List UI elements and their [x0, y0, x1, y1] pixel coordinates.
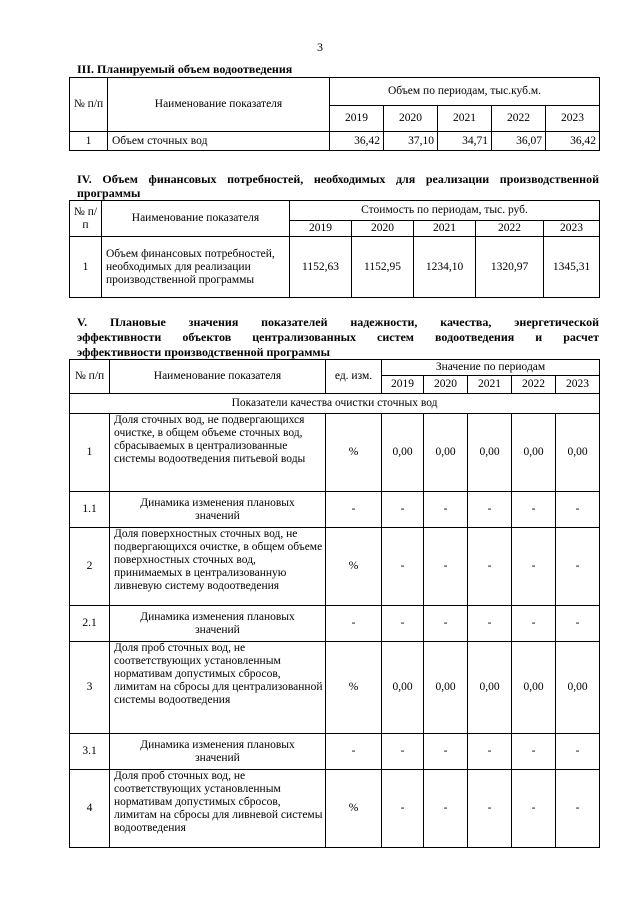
section-5-title-line-2: эффективности объектов централизованных систем водоотведения и расчет — [77, 330, 599, 344]
page-number: 3 — [317, 40, 323, 54]
s4-year: 2022 — [476, 221, 544, 237]
s5-year: 2019 — [382, 376, 424, 394]
row-value: - — [512, 734, 556, 770]
row-unit: % — [326, 414, 382, 492]
s4-col-period: Стоимость по периодам, тыс. руб. — [290, 201, 600, 221]
row-unit: % — [326, 642, 382, 734]
row-value: 0,00 — [382, 414, 424, 492]
row-number: 3 — [70, 642, 110, 734]
row-value: 1234,10 — [414, 237, 476, 298]
row-unit: % — [326, 770, 382, 848]
row-value: - — [512, 492, 556, 528]
row-unit: % — [326, 528, 382, 606]
row-number: 1 — [70, 237, 102, 298]
row-number: 1 — [70, 132, 108, 151]
row-value: 34,71 — [438, 132, 492, 151]
table-row — [70, 642, 600, 734]
s4-col-name: Наименование показателя — [102, 201, 290, 237]
s5-year: 2022 — [512, 376, 556, 394]
row-value: 0,00 — [556, 414, 600, 492]
row-number: 2.1 — [70, 606, 110, 642]
row-value: - — [424, 770, 468, 848]
row-value: 36,07 — [492, 132, 546, 151]
section-5-title-line-3: эффективности производственной программы — [77, 345, 330, 359]
row-name: Динамика изменения плановых значений — [110, 606, 326, 642]
s5-year: 2021 — [468, 376, 512, 394]
section-3-title: III. Планируемый объем водоотведения — [77, 62, 293, 76]
row-value: 36,42 — [546, 132, 600, 151]
row-value: - — [468, 770, 512, 848]
s4-col-num: № п/п — [70, 201, 102, 237]
table-row — [70, 132, 600, 151]
table-row — [70, 414, 600, 492]
row-value: - — [382, 528, 424, 606]
row-value: - — [424, 734, 468, 770]
row-value: - — [556, 606, 600, 642]
table-row — [70, 492, 600, 528]
row-value: - — [468, 528, 512, 606]
s3-col-name: Наименование показателя — [108, 78, 330, 132]
s4-year: 2023 — [544, 221, 600, 237]
table-row — [70, 606, 600, 642]
row-value: - — [512, 606, 556, 642]
row-value: - — [556, 528, 600, 606]
row-value: 0,00 — [512, 414, 556, 492]
s3-year: 2021 — [438, 106, 492, 132]
row-name: Объем финансовых потребностей, необходимых для реализации производственной программы — [102, 237, 290, 298]
row-value: - — [556, 492, 600, 528]
row-value: - — [512, 528, 556, 606]
row-value: - — [468, 492, 512, 528]
row-value: 0,00 — [512, 642, 556, 734]
row-value: - — [468, 606, 512, 642]
s5-group-title: Показатели качества очистки сточных вод — [70, 394, 600, 414]
row-value: 1345,31 — [544, 237, 600, 298]
section-3-table — [69, 77, 600, 151]
row-unit: - — [326, 606, 382, 642]
row-value: 0,00 — [382, 642, 424, 734]
row-value: 1152,95 — [352, 237, 414, 298]
row-value: 0,00 — [424, 414, 468, 492]
row-value: - — [468, 734, 512, 770]
row-value: 1320,97 — [476, 237, 544, 298]
section-4-title-line-2: программы — [77, 186, 141, 200]
s5-col-name: Наименование показателя — [110, 360, 326, 394]
s3-year: 2023 — [546, 106, 600, 132]
section-4-title-line-1: IV. Объем финансовых потребностей, необходимых для реализации производственной — [77, 172, 599, 186]
row-name: Доля проб сточных вод, не соответствующих установленным нормативам допустимых сбросов, лимитам на сбросы для централизованной системы водоотведения — [110, 642, 326, 734]
row-unit: - — [326, 734, 382, 770]
section-4-table — [69, 200, 600, 298]
row-value: - — [512, 770, 556, 848]
s4-year: 2020 — [352, 221, 414, 237]
s4-year: 2021 — [414, 221, 476, 237]
row-value: 0,00 — [468, 414, 512, 492]
row-value: - — [382, 770, 424, 848]
row-value: - — [382, 492, 424, 528]
row-number: 1 — [70, 414, 110, 492]
s5-col-period: Значение по периодам — [382, 360, 600, 376]
row-number: 3.1 — [70, 734, 110, 770]
s5-col-unit: ед. изм. — [326, 360, 382, 394]
section-5-title-line-1: V. Плановые значения показателей надежности, качества, энергетической — [77, 315, 599, 329]
table-row — [70, 528, 600, 606]
row-value: - — [424, 528, 468, 606]
row-value: 0,00 — [468, 642, 512, 734]
row-value: - — [424, 492, 468, 528]
s3-year: 2019 — [330, 106, 384, 132]
row-number: 2 — [70, 528, 110, 606]
section-5-table — [69, 359, 600, 848]
s3-col-num: № п/п — [70, 78, 108, 132]
table-row — [70, 770, 600, 848]
row-name: Динамика изменения плановых значений — [110, 734, 326, 770]
row-value: - — [382, 734, 424, 770]
row-value: 1152,63 — [290, 237, 352, 298]
row-name: Объем сточных вод — [108, 132, 330, 151]
table-row — [70, 237, 600, 298]
s5-year: 2020 — [424, 376, 468, 394]
row-value: - — [556, 770, 600, 848]
row-number: 4 — [70, 770, 110, 848]
row-value: - — [556, 734, 600, 770]
table-row — [70, 734, 600, 770]
s3-year: 2022 — [492, 106, 546, 132]
row-value: - — [382, 606, 424, 642]
s4-year: 2019 — [290, 221, 352, 237]
row-value: - — [424, 606, 468, 642]
row-name: Доля проб сточных вод, не соответствующих установленным нормативам допустимых сбросов, лимитам на сбросы для ливневой системы водоотведения — [110, 770, 326, 848]
row-name: Динамика изменения плановых значений — [110, 492, 326, 528]
row-value: 0,00 — [556, 642, 600, 734]
s5-year: 2023 — [556, 376, 600, 394]
s3-year: 2020 — [384, 106, 438, 132]
row-value: 36,42 — [330, 132, 384, 151]
row-value: 37,10 — [384, 132, 438, 151]
row-number: 1.1 — [70, 492, 110, 528]
s3-col-period: Объем по периодам, тыс.куб.м. — [330, 78, 600, 106]
row-name: Доля поверхностных сточных вод, не подвергающихся очистке, в общем объеме поверхностных сточных вод, принимаемых в централизованную ливневую систему водоотведения — [110, 528, 326, 606]
s5-col-num: № п/п — [70, 360, 110, 394]
row-name: Доля сточных вод, не подвергающихся очистке, в общем объеме сточных вод, сбрасываемых в централизованные системы водоотведения питьевой воды — [110, 414, 326, 492]
row-value: 0,00 — [424, 642, 468, 734]
row-unit: - — [326, 492, 382, 528]
